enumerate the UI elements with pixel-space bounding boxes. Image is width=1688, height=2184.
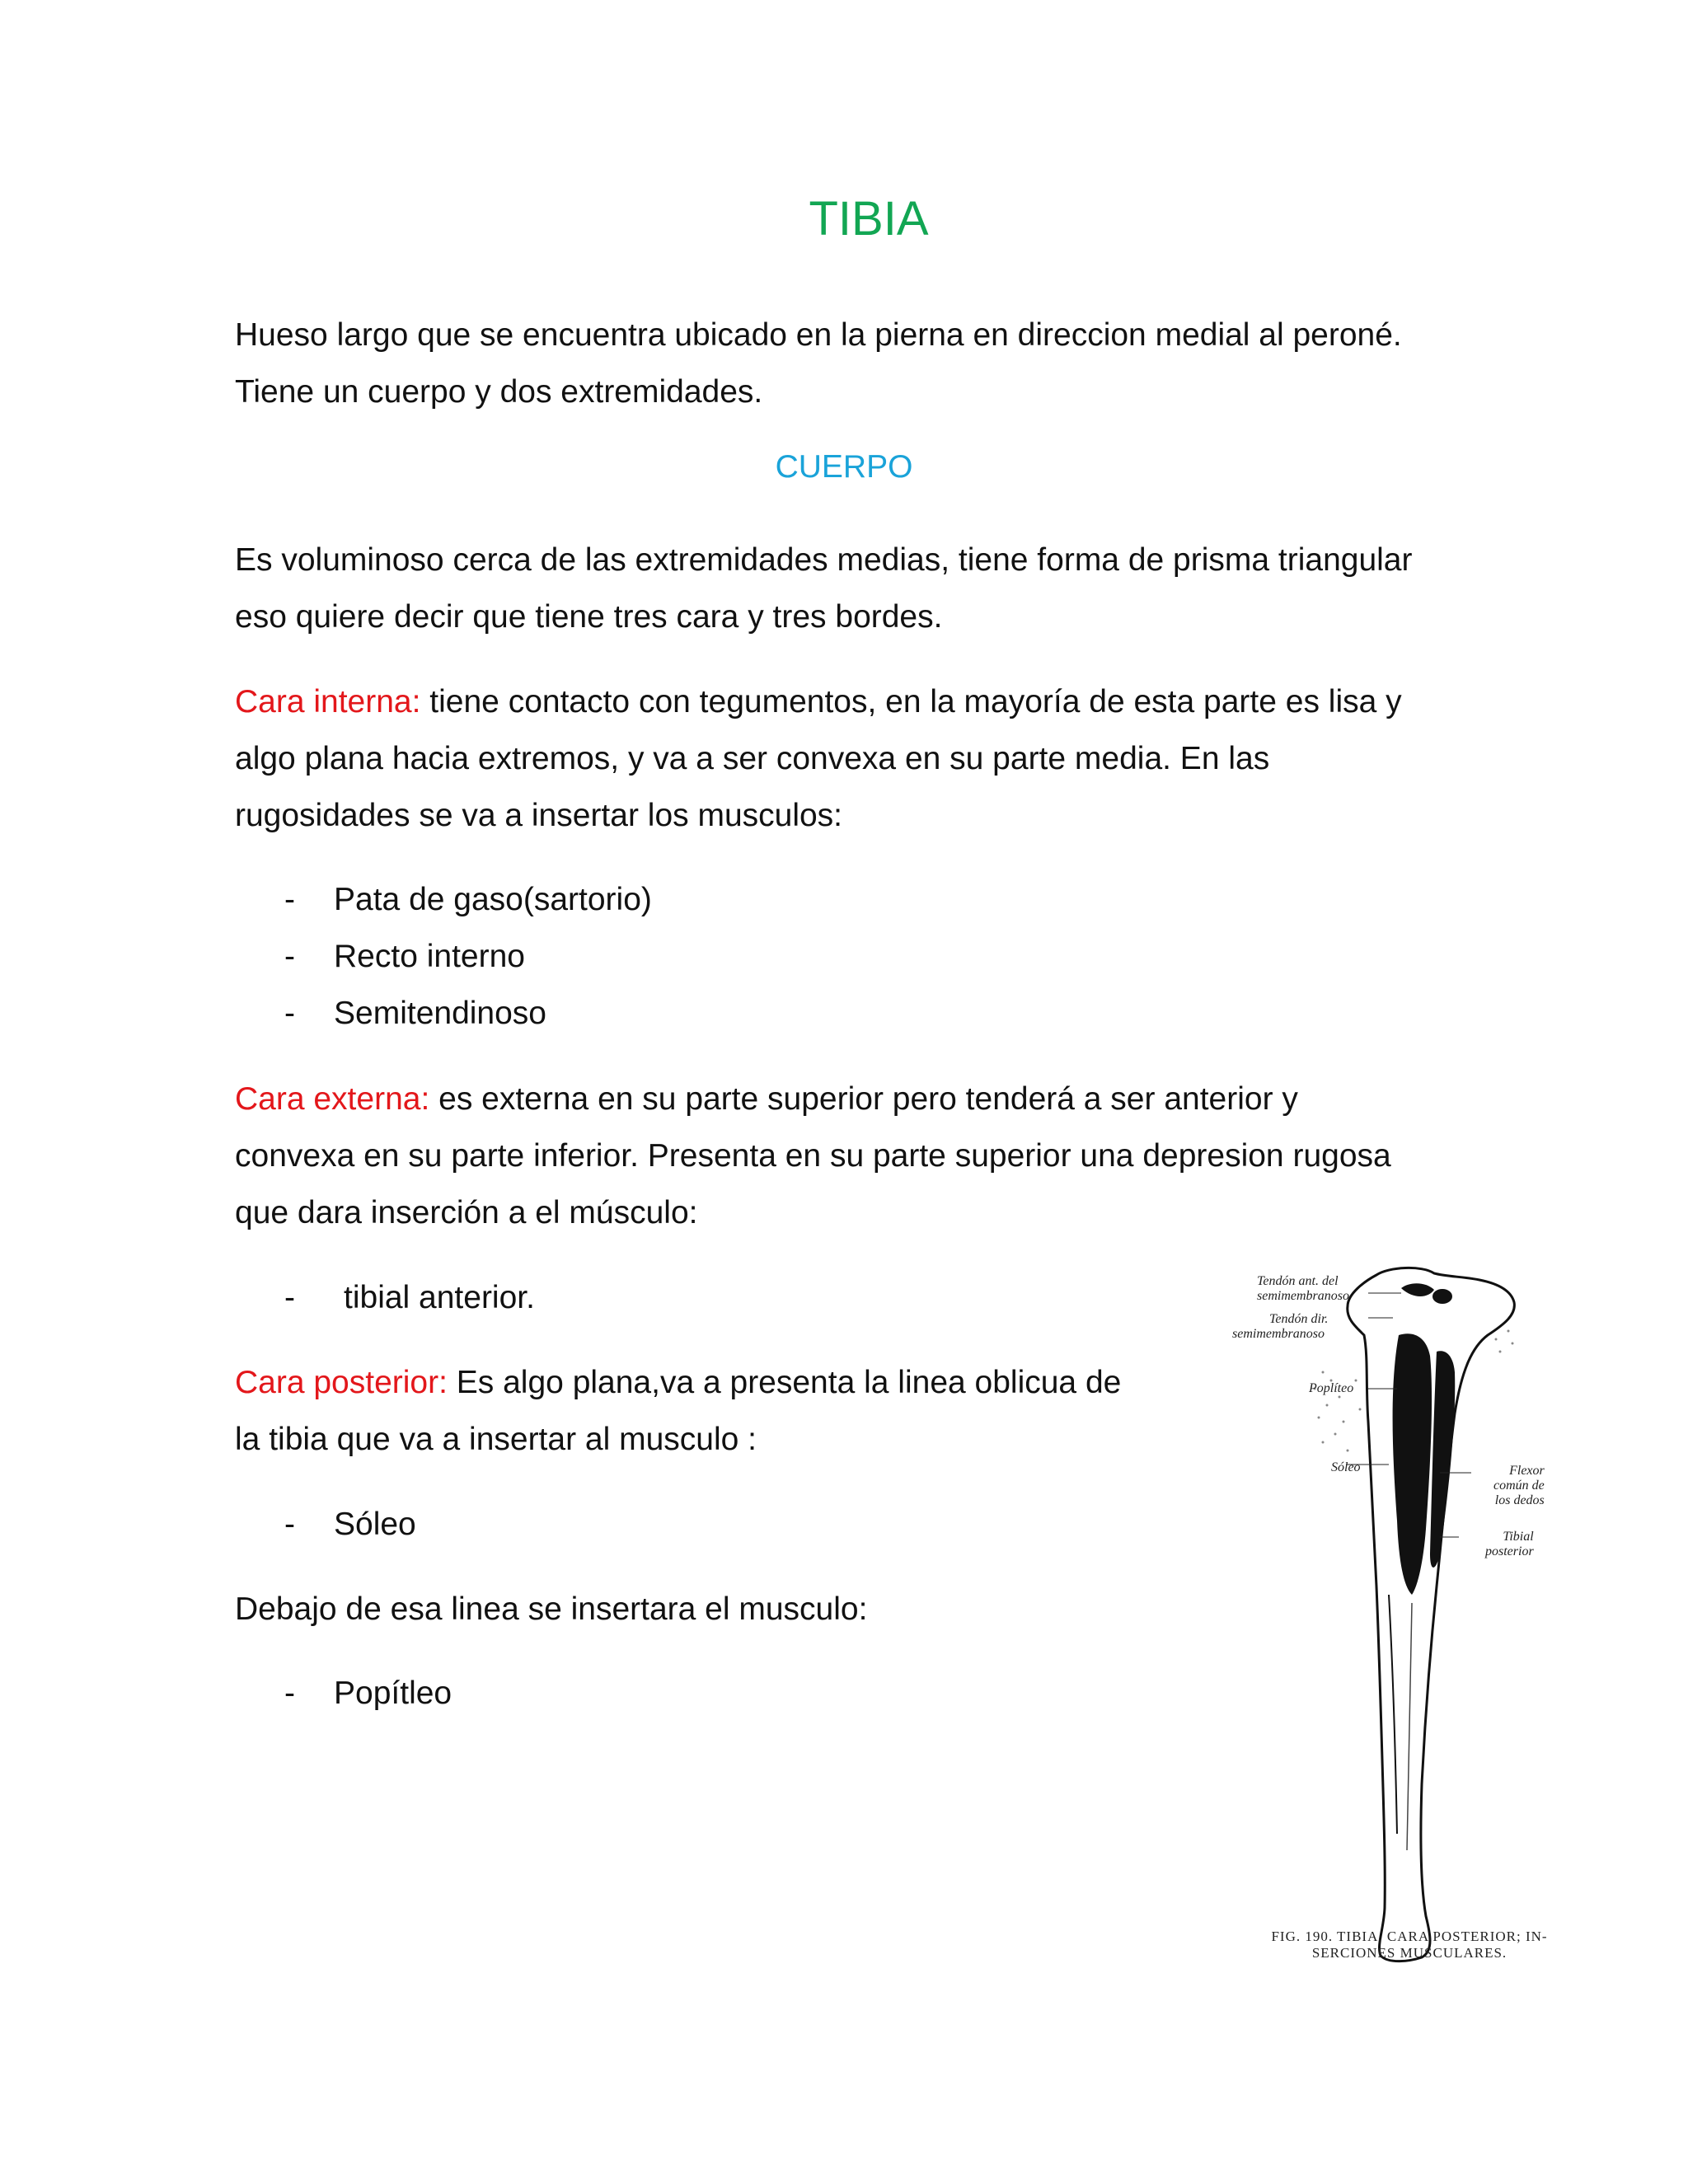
figure-label-tendon-dir: Tendón dir. semimembranoso <box>1232 1312 1329 1341</box>
list-item: - Popítleo <box>284 1665 452 1722</box>
bullet-marker: - <box>284 996 295 1031</box>
cara-externa-line-3: que dara inserción a el músculo: <box>235 1195 698 1230</box>
cara-posterior-line-2: la tibia que va a insertar al musculo : <box>235 1422 757 1457</box>
cara-externa-label: Cara externa: <box>235 1081 430 1117</box>
page-title: TIBIA <box>809 192 929 246</box>
figure-label-popliteo: Poplíteo <box>1309 1381 1354 1395</box>
list-item: - Sóleo <box>284 1496 416 1553</box>
section-title-cuerpo: CUERPO <box>775 449 913 485</box>
cara-interna-paragraph <box>235 673 1488 730</box>
bullet-marker: - <box>284 1675 295 1711</box>
cara-interna-line-2: algo plana hacia extremos, y va a ser convexa en su parte media. En las <box>235 741 1270 776</box>
cara-externa-paragraph <box>235 1071 1488 1127</box>
cara-interna-label: Cara interna: <box>235 684 421 719</box>
cara-externa-line-2: convexa en su parte inferior. Presenta en su parte superior una depresion rugosa <box>235 1138 1391 1174</box>
list-item: - Pata de gaso(sartorio) <box>284 871 652 928</box>
cara-posterior-label: Cara posterior: <box>235 1365 448 1400</box>
figure-label-tibial: Tibial posterior <box>1485 1530 1534 1558</box>
list-item: - Recto interno <box>284 928 525 985</box>
intro-line-1: Hueso largo que se encuentra ubicado en la pierna en direccion medial al peroné. <box>235 317 1402 353</box>
intro-line-2: Tiene un cuerpo y dos extremidades. <box>235 374 763 410</box>
cuerpo-line-1: Es voluminoso cerca de las extremidades medias, tiene forma de prisma triangular <box>235 542 1413 578</box>
bullet-marker: - <box>284 882 295 917</box>
cara-posterior-line-1: Es algo plana,va a presenta la linea oblicua de <box>447 1365 1122 1400</box>
cara-posterior-paragraph <box>235 1354 1207 1411</box>
list-item: - Semitendinoso <box>284 985 546 1042</box>
debajo-text: Debajo de esa linea se insertara el musculo: <box>235 1591 868 1627</box>
bullet-marker: - <box>284 1280 295 1315</box>
tibia-illustration <box>1224 1257 1570 1974</box>
cara-interna-line-1: tiene contacto con tegumentos, en la mayoría de esta parte es lisa y <box>420 684 1402 719</box>
figure-label-tendon-ant: Tendón ant. del semimembranoso <box>1257 1274 1349 1303</box>
figure-label-flexor: Flexor común de los dedos <box>1493 1464 1545 1507</box>
list-item: - tibial anterior. <box>284 1269 535 1326</box>
cara-interna-line-3: rugosidades se va a insertar los musculos: <box>235 798 843 833</box>
bullet-marker: - <box>284 939 295 974</box>
bullet-marker: - <box>284 1507 295 1542</box>
figure-caption: FIG. 190. TIBIA, CARA POSTERIOR; IN- SERCIONES MUSCULARES. <box>1271 1929 1548 1961</box>
figure-label-soleo: Sóleo <box>1331 1460 1361 1474</box>
cara-externa-line-1: es externa en su parte superior pero tenderá a ser anterior y <box>429 1081 1298 1117</box>
cuerpo-line-2: eso quiere decir que tiene tres cara y tres bordes. <box>235 599 943 635</box>
